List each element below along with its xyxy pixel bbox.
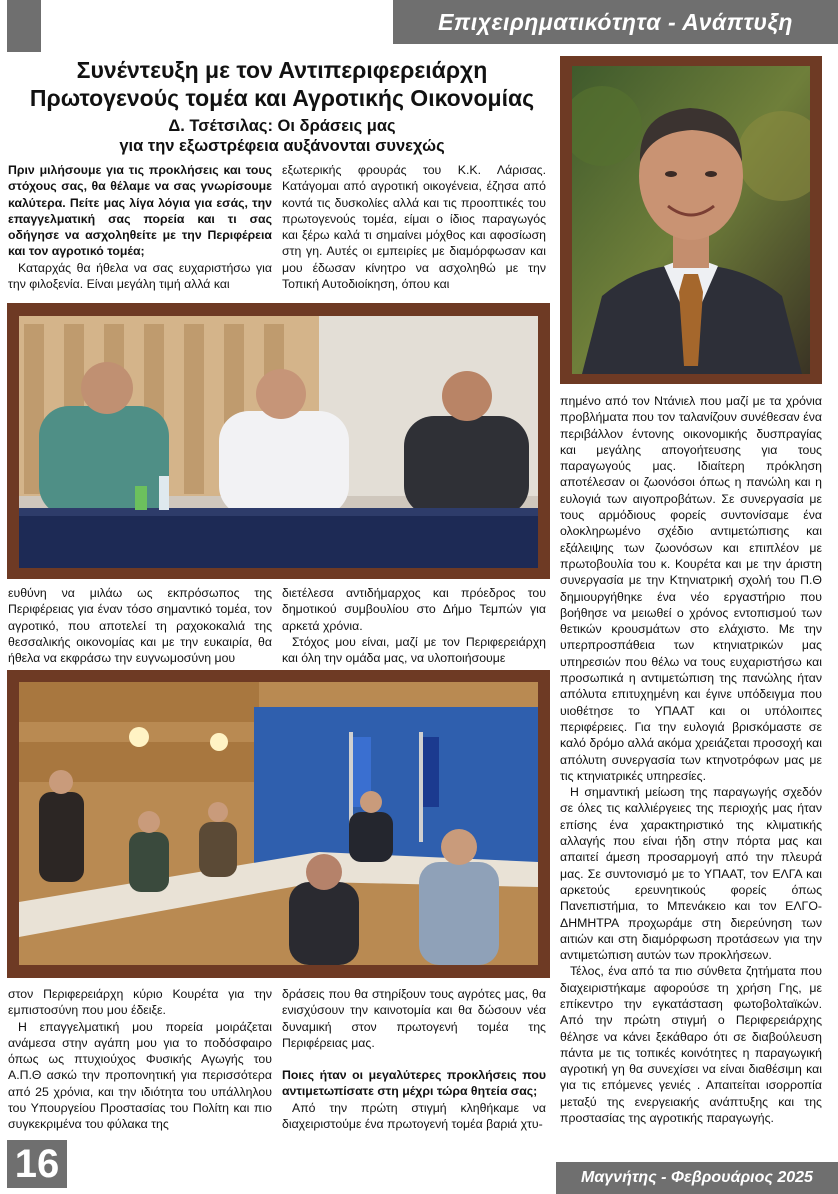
col2-mid-paragraph-1: διετέλεσα αντιδήμαρχος και πρόεδρος του δημοτικού συμβουλίου στο Δήμο Τεμπών για αρκετά χρόνια.: [282, 586, 546, 633]
meeting-photo: [19, 682, 538, 965]
col2-top-paragraph: εξωτερικής φρουράς του Κ.Κ. Λάρισας. Κατάγομαι από αγροτική οικογένεια, έζησα από κοντά τις δυσκολίες αλλά και τις προοπτικές του πρωτογενούς τομέα, είμαι ο ίδιος παραγωγός και ξέρω καλά τι σημαίνει μόχθος και αφοσίωση στη γη. Αυτές οι εμπειρίες με διαμόρφωσαν και μου έδωσαν κίνητρο να ασχοληθώ με την Τοπική Αυτοδιοίκηση, όπου και: [282, 163, 546, 292]
section-header: Επιχειρηματικότητα - Ανάπτυξη: [393, 0, 838, 44]
answer-start: Καταρχάς θα ήθελα να σας ευχαριστήσω για την φιλοξενία. Είναι μεγάλη τιμή αλλά και: [8, 260, 272, 292]
col1-bottom-paragraph-1: στον Περιφερειάρχη κύριο Κουρέτα για την εμπιστοσύνη που μου έδειξε.: [8, 987, 272, 1018]
col2-bottom-text: [282, 986, 546, 1132]
col1-bottom-text: [8, 986, 272, 1133]
col2-top-text: [282, 162, 546, 292]
article-title: Συνέντευξη με τον Αντιπεριφερειάρχη Πρωτογενούς τομέα και Αγροτικής Οικονομίας: [29, 57, 535, 111]
col3-text: [560, 393, 822, 1126]
col2-mid-paragraph-2: Στόχος μου είναι, μαζί με τον Περιφερειάρχη και όλη την ομάδα μας, να υλοποιήσουμε: [282, 634, 546, 666]
col1-mid-text: [8, 585, 272, 666]
issue-footer: Μαγνήτης - Φεβρουάριος 2025: [556, 1162, 838, 1194]
col2-bottom-paragraph-1: δράσεις που θα στηρίξουν τους αγρότες μας, θα ενισχύσουν την καινοτομία και θα δώσουν νέα δυναμική στον πρωτογενή τομέα της Περιφέρειας μας.: [282, 987, 546, 1050]
col3-paragraph-3: Τέλος, ένα από τα πιο σύνθετα ζητήματα που διαχειριστήκαμε αφορούσε τη χρήση Γης, με επίκεντρο την εγκατάσταση φωτοβολταϊκών. Από την πρώτη στιγμή ο Περιφερειάρχης θέλησε να κάνει ξεκάθαρο ότι σε διαβούλευση πάντα με τις τοπικές κοινότητες η παραγωγική αγροτική γη θα συνεχίσει να είναι διαθέσιμη και για τις επόμενες γενιές . Απαιτείται ισορροπία μεταξύ της ενεργειακής ανάπτυξης και της προστασίας της αγροτικής παραγωγής.: [560, 964, 822, 1126]
panel-photo: [19, 316, 538, 568]
col2-mid-text: [282, 585, 546, 666]
col2-bottom-answer: Από την πρώτη στιγμή κληθήκαμε να διαχειριστούμε ένα πρωτογενή τομέα βαριά χτυ-: [282, 1100, 546, 1132]
col3-paragraph-1: πημένο από τον Ντάνιελ που μαζί με τα χρόνια προβλήματα που τον ταλανίζουν συνέθεσαν ένα περιβάλλον έντονης οικονομικής δυσπραγίας και μεγάλης απογοήτευσης για τους παραγωγούς μας. Ιδιαίτερη πρόκληση αποτέλεσαν οι ζωονόσοι όπως η πανώλη και η ευλογιά των αιγοπροβάτων. Σε συνεργασία με τους αρμόδιους φορείς συντονίσαμε ένα ολοκληρωμένο σχέδιο αντιμετώπισης και εξάλειψης των ζωονόσων και επιπλέον με πρωτοβουλία του κ. Κουρέτα και με την άριστη συνεργασία με την Κτηνιατρική σχολή του Π.Θ δημιουργήθηκε ένα νέο εργαστήριο που βοήθησε να μειωθεί ο χρόνος εντοπισμού των θετικών κρουσμάτων στο ελάχιστο. Με την υπερπροσπάθεια των κτηνιατρικών μας υπηρεσιών που θέλω να τους ευχαριστήσω και προσωπικά η αντιμετώπιση της πανώλης ήταν απόλυτα επιτυχημένη και έγινε υπόδειγμα που υιοθέτησε το ΥΠΑΑΤ και οι υπόλοιπες περιφέρειες. Για την ευλογιά βρισκόμαστε σε καλό δρόμο αλλά ακόμα χρειάζεται προσοχή και απόλυτη συνεργασία των κτηνοτρόφων μας με τις κτηνιατρικές υπηρεσίες.: [560, 394, 822, 783]
page-number: 16: [7, 1140, 67, 1188]
interview-question-2: Ποιες ήταν οι μεγαλύτερες προκλήσεις που αντιμετωπίσατε στη μέχρι τώρα θητεία σας;: [282, 1068, 546, 1099]
col1-bottom-paragraph-2: Η επαγγελματική μου πορεία μοιράζεται ανάμεσα στην αγάπη μου για το ποδόσφαιρο όπως ως πτυχιούχος Φυσικής Αγωγής του Α.Π.Θ ασκώ την προπονητική για περισσότερα από 25 χρόνια, και την ιδιότητα του υπάλληλου του Υπουργείου Προστασίας του Πολίτη και πιο συγκεκριμένα του φύλακα της: [8, 1019, 272, 1132]
col3-paragraph-2: Η σημαντική μείωση της παραγωγής σχεδόν σε όλες τις καλλιέργειες της περιοχής μας ήταν επίσης ένα χαρακτηριστικό της κλιματικής αλλαγής που είναι ήδη στην πόρτα μας και απαιτεί άμεση προσαρμογή από την πλευρά μας. Σε συντονισμό με το ΥΠΑΑΤ, τον ΕΛΓΑ και αρκετούς ερευνητικούς φορείς όπως Πανεπιστήμια, το Μπενάκειο και τον ΕΛΓΟ-ΔΗΜΗΤΡΑ προχωράμε στη διερεύνηση των αιτιών και στη διαμόρφωση προτάσεων για την αντιμετώπιση αυτών των προκλήσεων.: [560, 785, 822, 963]
col1-top-text: [8, 162, 272, 292]
col1-mid-paragraph: ευθύνη να μιλάω ως εκπρόσωπος της Περιφέρειας για έναν τόσο σημαντικό τομέα, τον αγροτικό, που αποτελεί τη ραχοκοκαλιά της θεσσαλικής οικονομίας και με την ευκαιρία, θα ήθελα να εκφράσω την ευγνωμοσύνη μου: [8, 586, 272, 666]
article-subtitle: Δ. Τσέτσιλας: Οι δράσεις μας για την εξωστρέφεια αυξάνονται συνεχώς: [119, 117, 445, 155]
corner-block: [7, 0, 41, 52]
portrait-photo: [572, 66, 810, 374]
interview-question-1: Πριν μιλήσουμε για τις προκλήσεις και τους στόχους σας, θα θέλαμε να σας γνωρίσουμε καλύτερα. Πείτε μας λίγα λόγια για εσάς, την επαγγελματική σας πορεία και τι σας οδήγησε να ασχοληθείτε με την Περιφέρεια και τον αγροτικό τομέα;: [8, 163, 272, 259]
